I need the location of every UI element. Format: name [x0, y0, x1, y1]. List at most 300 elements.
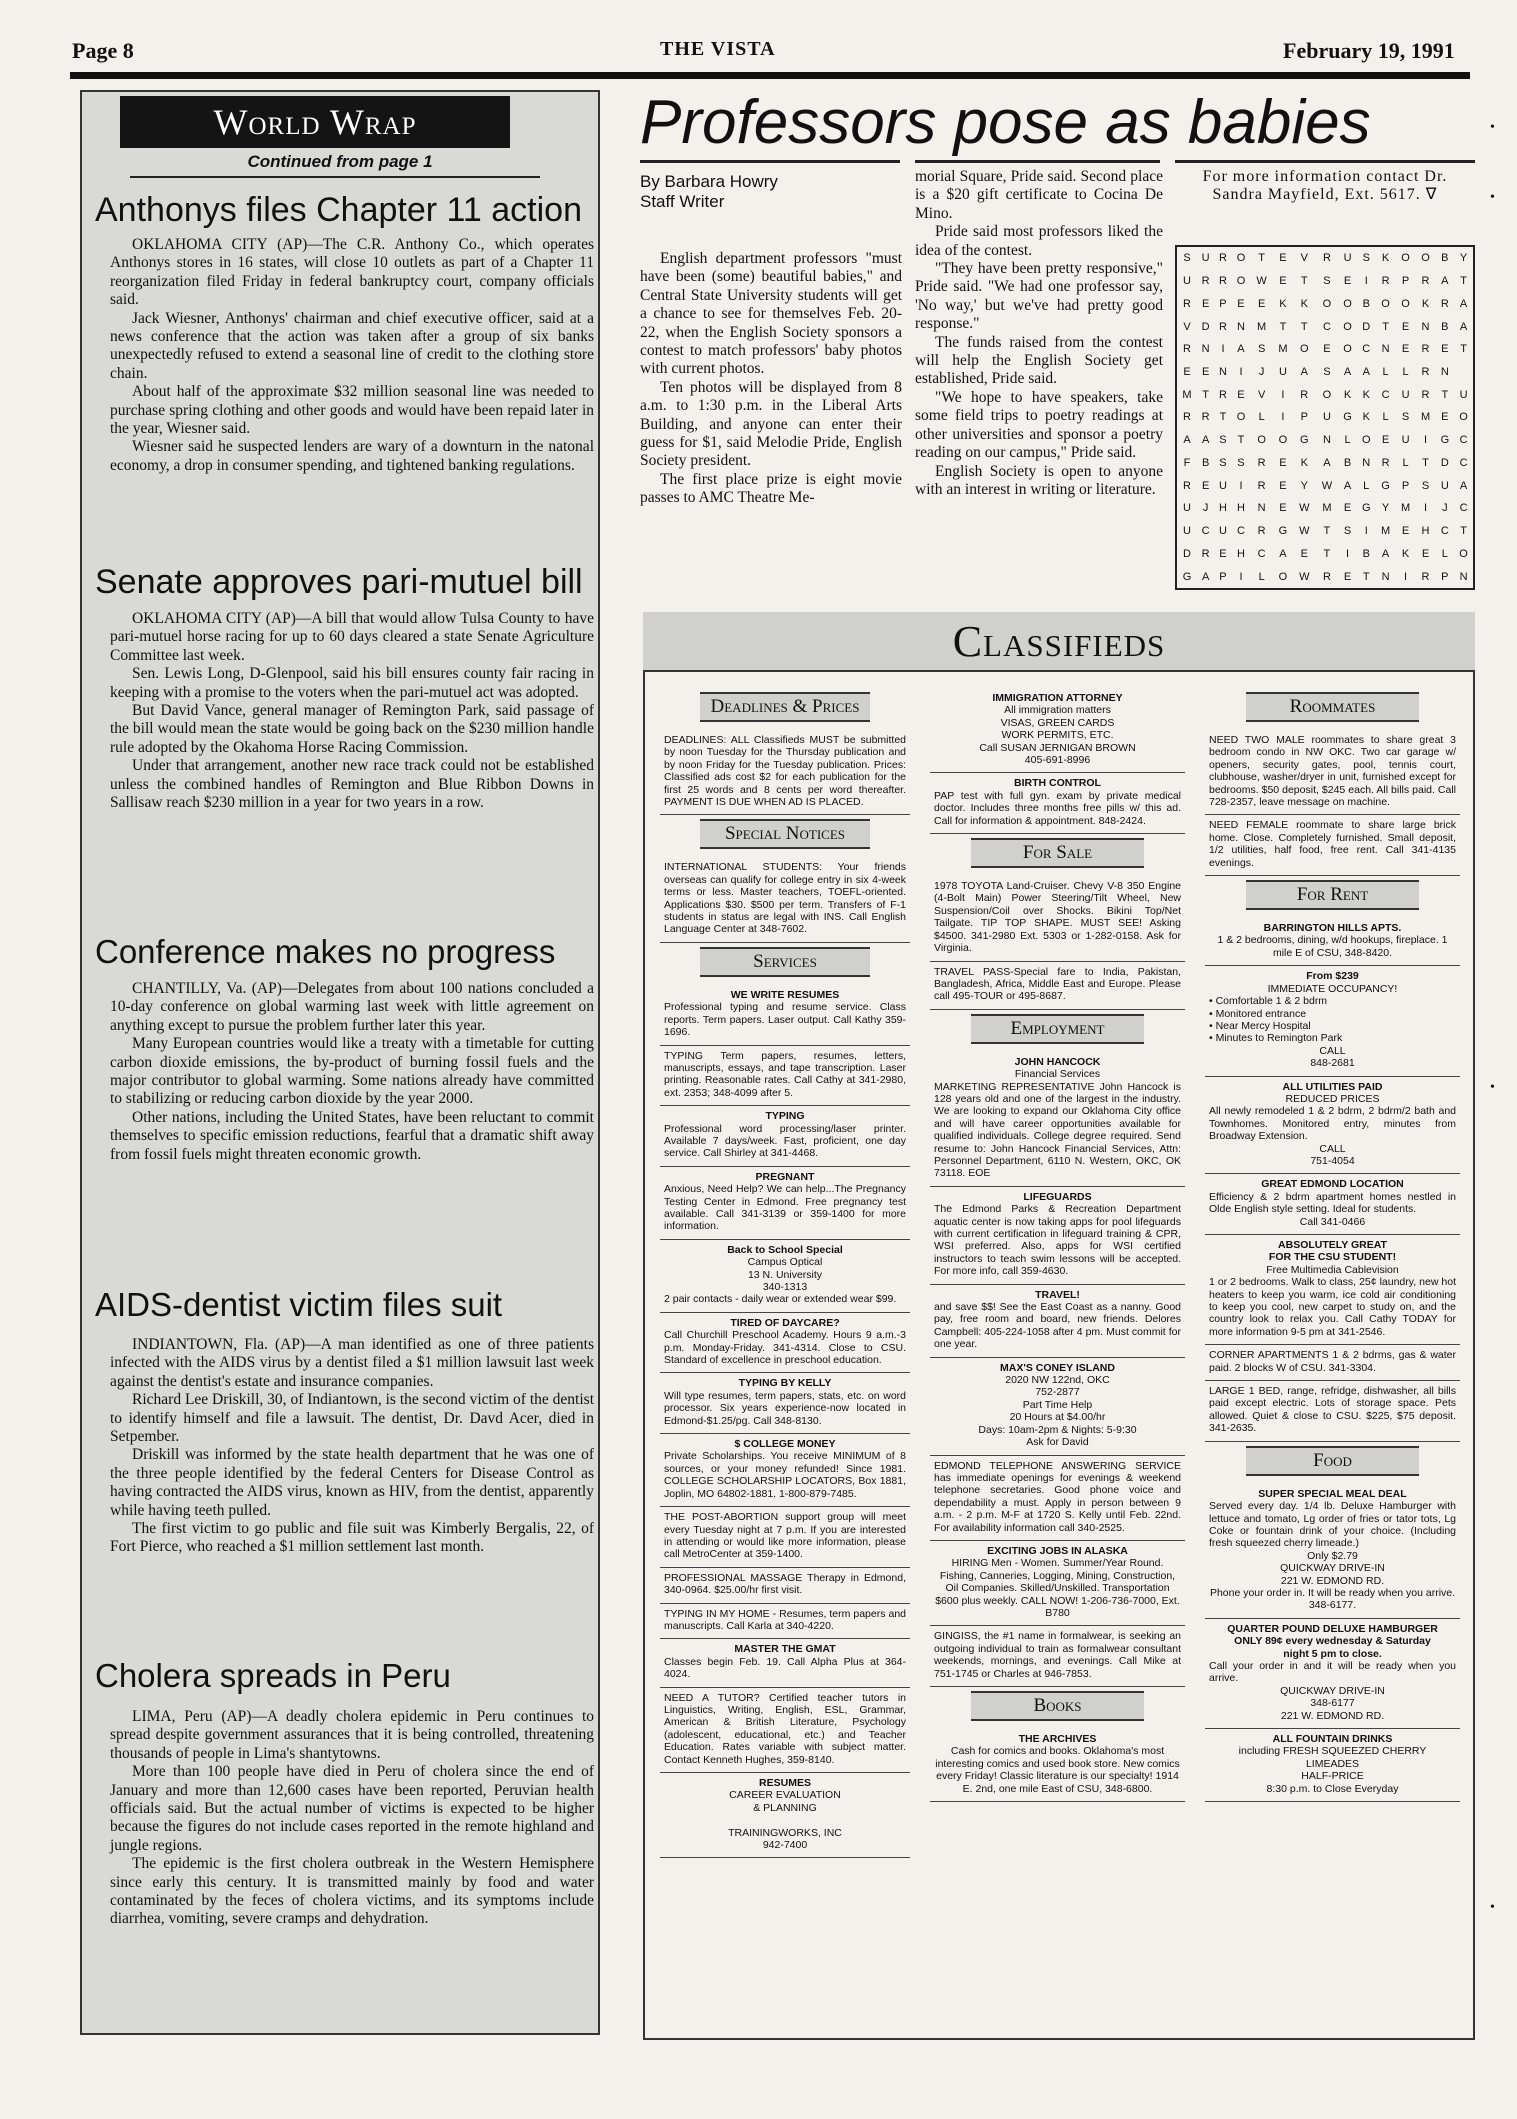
- word-search-letter: G: [1299, 434, 1309, 447]
- word-search-letter: Y: [1300, 479, 1308, 492]
- classified-ad: [930, 688, 1185, 773]
- word-search-letter: O: [1343, 320, 1352, 333]
- classified-ad-subtitle: IMMEDIATE OCCUPANCY!: [1267, 982, 1398, 995]
- classified-ad: [1205, 966, 1460, 1076]
- word-search-row: [1177, 361, 1473, 384]
- classified-ad: [660, 1639, 910, 1687]
- word-search-letter: R: [1219, 252, 1227, 265]
- word-search-letter: O: [1459, 411, 1468, 424]
- word-search-letter: E: [1441, 343, 1449, 356]
- classified-ad-title: MASTER THE GMAT: [734, 1643, 836, 1656]
- classified-ad: [660, 1604, 910, 1640]
- word-search-letter: A: [1362, 365, 1370, 378]
- word-search-letter: E: [1201, 365, 1210, 378]
- word-search-letter: R: [1300, 388, 1309, 401]
- word-search-letter: T: [1258, 252, 1265, 265]
- classified-section-heading: Roommates: [1246, 692, 1419, 722]
- word-search-letter: O: [1278, 434, 1288, 447]
- word-search-letter: E: [1279, 456, 1287, 469]
- word-search-letter: E: [1343, 502, 1352, 515]
- word-search-letter: S: [1362, 252, 1370, 265]
- word-search-letter: S: [1401, 411, 1410, 424]
- word-search-letter: O: [1299, 343, 1309, 356]
- word-search-letter: R: [1219, 388, 1227, 401]
- word-search-letter: C: [1381, 388, 1390, 401]
- word-search-letter: O: [1257, 434, 1266, 447]
- divider: [915, 160, 1160, 163]
- classified-ad-text: Served every day. 1/4 lb. Deluxe Hamburger with lettuce and tomato, Lg order of fries or tator tots, Lg Coke or fountain drink of your choice. (Including fresh squeezed cherry limeade.): [1209, 1500, 1456, 1550]
- classified-ad-title: Back to School Special: [727, 1243, 843, 1256]
- word-search-letter: P: [1401, 275, 1410, 288]
- word-search-letter: P: [1300, 411, 1308, 424]
- word-search-letter: E: [1401, 343, 1410, 356]
- word-search-letter: V: [1183, 320, 1191, 333]
- classified-ad-text: DEADLINES: ALL Classifieds MUST be submitted by noon Tuesday for the Thursday publication and by noon Friday for the Tuesday publication. Prices: Classified ads cost $2 for each publication for the first 25 words and 8 cents per word thereafter. PAYMENT IS DUE WHEN AD IS PLACED.: [664, 734, 906, 809]
- word-search-row: [1177, 451, 1473, 474]
- classified-ad: [660, 985, 910, 1046]
- word-search-letter: N: [1459, 570, 1468, 583]
- classified-ad-contact: CALL 848-2681: [1310, 1044, 1355, 1070]
- word-search-letter: I: [1281, 411, 1285, 424]
- classified-ad-text: Classes begin Feb. 19. Call Alpha Plus at 364-4024.: [664, 1655, 906, 1681]
- classified-ad-text: Efficiency & 2 bdrm apartment homes nestled in Olde English style setting. Ideal for students.: [1209, 1190, 1456, 1216]
- classified-ad-title: From $239: [1306, 970, 1359, 983]
- word-search-letter: A: [1201, 434, 1210, 447]
- word-search-letter: E: [1201, 479, 1210, 492]
- classified-ad-title: ALL FOUNTAIN DRINKS: [1272, 1733, 1393, 1745]
- word-search-letter: P: [1441, 570, 1449, 583]
- word-search-letter: E: [1300, 547, 1308, 560]
- word-search-letter: J: [1202, 502, 1209, 515]
- word-search-letter: T: [1382, 320, 1389, 333]
- word-search-letter: O: [1421, 252, 1430, 265]
- story-body: LIMA, Peru (AP)—A deadly cholera epidemic in Peru continues to spread despite government assurances that it is being controlled, threatening thousands of people in Lima's shantytowns. More than 100 people have died in Peru of cholera since the end of January and more than 12,600 cases have been reported, Peruvian health officials said. But the actual number of victims is expected to be higher because the figures do not include cases reported in the remote highland and jungle regions. The epidemic is the first cholera outbreak in the Western Hemisphere since early this century. It is transmitted mainly by food and water contaminated by the feces of cholera victims, and its symptoms include diarrhea, vomiting, severe cramps and dehydration.: [110, 1708, 594, 1928]
- word-search-letter: S: [1257, 343, 1266, 356]
- classified-ad-text: Call Churchill Preschool Academy. Hours 9 a.m.-3 p.m. Monday-Friday. 341-4314. Close to CSU. Standard of excellence in preschool education.: [664, 1329, 906, 1367]
- story-headline: Conference makes no progress: [95, 933, 556, 970]
- classified-ad: [660, 1434, 910, 1507]
- classified-ad: [1205, 1381, 1460, 1442]
- word-search-letter: R: [1421, 388, 1430, 401]
- word-search-letter: U: [1322, 411, 1331, 424]
- word-search-letter: S: [1421, 479, 1430, 492]
- word-search-letter: U: [1183, 524, 1191, 537]
- word-search-letter: E: [1237, 297, 1245, 310]
- continued-note: Continued from page 1: [247, 152, 433, 171]
- word-search-letter: P: [1401, 479, 1410, 492]
- word-search-letter: C: [1459, 456, 1468, 469]
- classified-ad: [930, 1541, 1185, 1626]
- word-search-letter: T: [1300, 320, 1308, 333]
- classified-ad-text: 1978 TOYOTA Land-Cruiser. Chevy V-8 350 Engine (4-Bolt Main) Power Steering/Tilt Wheel, New Suspension/Coil over Shocks. Bikini Top/Net Tailgate. TIP TOP SHAPE. MUST SEE! Asking $4500. 341-2980 Ext. 5303 or 1-282-0158. Ask for Virginia.: [934, 880, 1181, 955]
- word-search-letter: I: [1239, 570, 1243, 583]
- classified-section-heading: For Rent: [1246, 880, 1419, 910]
- word-search-letter: N: [1381, 570, 1390, 583]
- word-search-letter: V: [1257, 388, 1266, 401]
- classified-ad: [660, 1773, 910, 1858]
- classified-ad: [930, 1285, 1185, 1358]
- classified-ad-title: PREGNANT: [755, 1170, 815, 1183]
- word-search-letter: E: [1183, 365, 1191, 378]
- word-search-letter: W: [1299, 502, 1310, 515]
- story-body: OKLAHOMA CITY (AP)—A bill that would allow Tulsa County to have pari-mutuel horse racing for up to 60 days cleared a state Senate Agriculture Committee last week. Sen. Lewis Long, D-Glenpool, said his bill ensures county fair racing in keeping with a promise to the voters when the pari-mutuel act was adopted. But David Vance, general manager of Remington Park, said passage of the bill would mean the state would be going back on the $230 million handle rule adopted by the Okahoma Horse Racing Commission. Under that arrangement, another new race track could not be established unless the combined handles of Remington and Blue Ribbon Downs in Sallisaw reach $230 million in a year for two years in a row.: [110, 610, 594, 812]
- page-number: Page 8: [72, 38, 134, 63]
- word-search-letter: T: [1202, 388, 1210, 401]
- classified-ad-title: SUPER SPECIAL MEAL DEAL: [1258, 1487, 1407, 1500]
- word-search-letter: N: [1421, 320, 1430, 333]
- word-search-letter: E: [1441, 411, 1449, 424]
- word-search-letter: I: [1281, 388, 1285, 401]
- word-search-letter: D: [1362, 320, 1371, 333]
- word-search-letter: I: [1404, 570, 1408, 583]
- word-search-letter: P: [1219, 297, 1227, 310]
- classified-ad-title: THE ARCHIVES: [1018, 1733, 1097, 1745]
- word-search-letter: R: [1257, 524, 1266, 537]
- word-search-row: [1177, 315, 1473, 338]
- classified-ad-subtitle: 2020 NW 122nd, OKC 752-2877 Part Time Help 20 Hours at $4.00/hr Days: 10am-2pm & Nights: 5-9:30 Ask for David: [978, 1374, 1137, 1449]
- word-search-letter: L: [1402, 365, 1409, 378]
- word-search-row: [1177, 270, 1473, 293]
- margin-mark: •: [1490, 120, 1495, 135]
- word-search-letter: T: [1460, 524, 1467, 537]
- word-search-letter: T: [1300, 275, 1308, 288]
- word-search-letter: O: [1322, 297, 1332, 310]
- classifieds-column: [660, 688, 910, 1858]
- word-search-letter: O: [1278, 570, 1288, 583]
- word-search-letter: S: [1237, 456, 1245, 469]
- classified-ad-text: PAP test with full gyn. exam by private medical doctor. Includes three months free pills w/ this ad. Call for information & appointment. 848-2424.: [934, 789, 1181, 827]
- word-search-letter: E: [1201, 297, 1210, 310]
- classified-ad: [660, 730, 910, 815]
- word-search-letter: R: [1381, 456, 1390, 469]
- word-search-letter: T: [1422, 456, 1429, 469]
- classified-ad: [660, 857, 910, 942]
- classified-ad: [1205, 918, 1460, 966]
- classified-ad: [930, 1052, 1185, 1187]
- word-search-letter: C: [1257, 547, 1266, 560]
- story-headline: AIDS-dentist victim files suit: [95, 1286, 503, 1323]
- word-search-letter: M: [1182, 388, 1192, 401]
- word-search-letter: R: [1183, 297, 1191, 310]
- classified-ad-text: TYPING Term papers, resumes, letters, manuscripts, essays, and tape transcription. Laser printing. Reasonable rates. Call Cathy at 341-2980, ext. 2353; 348-4099 after 5.: [664, 1049, 906, 1099]
- word-search-letter: O: [1361, 434, 1371, 447]
- classified-ad: [660, 1167, 910, 1240]
- word-search-puzzle: [1175, 245, 1475, 590]
- word-search-letter: K: [1300, 297, 1308, 310]
- word-search-letter: K: [1381, 252, 1390, 265]
- word-search-letter: T: [1279, 320, 1287, 333]
- story-body: CHANTILLY, Va. (AP)—Delegates from about 100 nations concluded a 10-day conference on global warming last week with little agreement on anything except to pursue the problem further later this year. Many European countries would like a treaty with a timetable for cutting carbon dioxide emissions, the by-product of burning fossil fuels and the major contributor to global warming. Some nations already have committed to stabilizing or reducing carbon dioxide by the year 2000. Other nations, including the United States, have been reluctant to commit themselves to specific emission reductions, fearful that a dramatic shift away from fossil fuels might threaten economic growth.: [110, 980, 594, 1163]
- classified-section-heading: Books: [971, 1691, 1144, 1721]
- classified-ad-title: TRAVEL!: [1035, 1288, 1080, 1301]
- classified-ad-text: NEED A TUTOR? Certified teacher tutors in Linguistics, Writing, English, ESL, Grammar, American & British Literature, Psychology (adolescent, educational, etc.) and Teacher Education. Rates variable with subject matter. Contact Kenneth Hughes, 359-8140.: [664, 1691, 906, 1766]
- word-search-letter: I: [1364, 275, 1368, 288]
- word-search-letter: R: [1183, 411, 1191, 424]
- word-search-letter: T: [1460, 343, 1467, 356]
- word-search-letter: K: [1300, 456, 1308, 469]
- word-search-letter: G: [1278, 524, 1288, 537]
- word-search-letter: W: [1299, 570, 1310, 583]
- word-search-letter: S: [1219, 434, 1227, 447]
- classified-ad: [1205, 1077, 1460, 1175]
- classified-ad: [1205, 1619, 1460, 1729]
- classified-ad-text: Private Scholarships. You receive MINIMUM of 8 sources, or your money refunded! Since 1981. COLLEGE SCHOLARSHIP LOCATORS, Box 1881, Joplin, MO 64802-1881. 1-800-879-7485.: [664, 1450, 906, 1500]
- word-search-letter: C: [1459, 502, 1468, 515]
- word-search-letter: N: [1322, 434, 1331, 447]
- word-search-letter: U: [1440, 479, 1449, 492]
- word-search-letter: T: [1362, 570, 1370, 583]
- story-column: morial Square, Pride said. Second place is a $20 gift certificate to Cocina De Mino. Pride said most professors liked the idea of the contest. "They have been pretty responsive," Pride said. "We had one professor say, 'No way,' but we've had pretty good response." The funds raised from the contest will help the English Society get established, Pride said. "We hope to have speakers, take some field trips to poetry readings at other universities and sponsor a poetry reading on our campus," Pride said. English Society is open to anyone with an interest in writing or literature.: [915, 168, 1163, 498]
- word-search-letter: D: [1201, 320, 1210, 333]
- word-search-letter: A: [1441, 275, 1449, 288]
- classified-ad-title: TYPING: [765, 1110, 805, 1123]
- word-search-letter: U: [1219, 479, 1227, 492]
- word-search-letter: I: [1423, 502, 1428, 515]
- classified-ad-subtitle: Campus Optical 13 N. University 340-1313: [747, 1256, 823, 1293]
- word-search-letter: C: [1201, 524, 1210, 537]
- classified-ad-contact: CALL 751-4054: [1310, 1142, 1355, 1167]
- word-search-letter: O: [1322, 388, 1332, 401]
- word-search-letter: M: [1420, 411, 1431, 424]
- classified-ad: [660, 1568, 910, 1604]
- word-search-letter: L: [1363, 479, 1370, 492]
- classified-ad: [1205, 815, 1460, 876]
- word-search-letter: R: [1421, 275, 1430, 288]
- word-search-letter: I: [1423, 434, 1428, 447]
- word-search-letter: T: [1323, 524, 1331, 537]
- classified-section-heading: Deadlines & Prices: [700, 692, 870, 722]
- word-search-row: [1177, 520, 1473, 543]
- classified-section-heading: For Sale: [971, 838, 1144, 868]
- word-search-letter: M: [1278, 343, 1288, 356]
- word-search-letter: U: [1343, 252, 1352, 265]
- word-search-letter: B: [1441, 252, 1449, 265]
- classified-ad-text: Professional word processing/laser printer. Available 7 days/week. Fast, proficient, one day service. Call Shirley at 341-4468.: [664, 1122, 906, 1160]
- word-search-letter: A: [1343, 365, 1352, 378]
- margin-mark: •: [1490, 190, 1495, 205]
- contact-note: For more information contact Dr. Sandra Mayfield, Ext. 5617. ∇: [1202, 168, 1448, 204]
- word-search-letter: O: [1381, 297, 1390, 310]
- classified-ad-text: TYPING IN MY HOME - Resumes, term papers and manuscripts. Call Karla at 340-4220.: [664, 1607, 906, 1632]
- classified-ad-text: 1 or 2 bedrooms. Walk to class, 25¢ laundry, new hot heaters to keep you warm, ice cold air conditioning to keep you cool, new carpet to study on, and the country look to relax you. Call Cathy TODAY for more information 9-5 pm at 341-2546.: [1209, 1276, 1456, 1338]
- classified-ad-title: QUARTER POUND DELUXE HAMBURGER ONLY 89¢ every wednesday & Saturday night 5 pm to close.: [1227, 1622, 1438, 1660]
- word-search-row: [1177, 247, 1473, 270]
- word-search-letter: N: [1257, 502, 1266, 515]
- newspaper-name: THE VISTA: [660, 38, 776, 60]
- word-search-letter: O: [1401, 252, 1410, 265]
- word-search-letter: L: [1382, 365, 1389, 378]
- word-search-letter: V: [1300, 252, 1308, 265]
- word-search-letter: Y: [1459, 252, 1468, 265]
- word-search-letter: D: [1440, 456, 1449, 469]
- classified-ad-subtitle: REDUCED PRICES: [1285, 1092, 1380, 1105]
- classified-ad-text: • Comfortable 1 & 2 bdrm • Monitored entrance • Near Mercy Hospital • Minutes to Remington Park: [1209, 995, 1343, 1045]
- classified-ad-title: ABSOLUTELY GREAT FOR THE CSU STUDENT!: [1268, 1239, 1397, 1264]
- word-search-letter: H: [1236, 502, 1245, 515]
- word-search-row: [1177, 474, 1473, 497]
- word-search-letter: A: [1381, 547, 1390, 560]
- classified-ad-title: TYPING BY KELLY: [738, 1377, 832, 1390]
- word-search-letter: B: [1441, 320, 1449, 333]
- word-search-letter: A: [1323, 456, 1331, 469]
- word-search-row: [1177, 429, 1473, 452]
- word-search-letter: N: [1381, 343, 1390, 356]
- classified-ad: [930, 1626, 1185, 1687]
- classified-ad: [1205, 1345, 1460, 1381]
- word-search-letter: M: [1400, 502, 1411, 515]
- word-search-letter: I: [1364, 524, 1368, 537]
- masthead-rule: [70, 72, 1470, 79]
- classified-ad-text: EDMOND TELEPHONE ANSWERING SERVICE has immediate openings for evenings & weekend telephone secretaries. Good phone voice and dependability a must. Apply in person between 9 a.m. - 2 p.m. M-F at 1720 S. Kelly until Feb. 22nd. For availability information call 340-2525.: [934, 1459, 1181, 1534]
- word-search-letter: O: [1459, 547, 1468, 560]
- classified-ad-text: and save $$! See the East Coast as a nanny. Good pay, free room and board, new friends. Delores Campbell: 405-224-1058 after 4 pm. Must commit for one year.: [934, 1301, 1181, 1351]
- classified-ad-contact: Only $2.79 QUICKWAY DRIVE-IN 221 W. EDMOND RD.: [1280, 1549, 1385, 1587]
- classified-ad: [660, 1373, 910, 1434]
- classified-ad: [660, 1507, 910, 1568]
- classified-ad-text: LARGE 1 BED, range, refridge, dishwasher, all bills paid except electric. Lots of storage space. Pets allowed. Quiet & close to CSU. $225, $75 deposit. 341-2635.: [1209, 1385, 1456, 1435]
- classified-ad-title: LIFEGUARDS: [1023, 1190, 1092, 1203]
- word-search-letter: U: [1219, 524, 1227, 537]
- word-search-letter: L: [1258, 411, 1265, 424]
- word-search-letter: E: [1237, 388, 1245, 401]
- classified-section-heading: Special Notices: [700, 819, 870, 849]
- classified-ad-title: RESUMES: [759, 1777, 811, 1789]
- classified-ad: [660, 1240, 910, 1313]
- word-search-letter: T: [1460, 275, 1467, 288]
- word-search-letter: A: [1183, 434, 1191, 447]
- world-wrap-banner: World Wrap: [120, 96, 510, 148]
- word-search-row: [1177, 338, 1473, 361]
- word-search-letter: E: [1279, 252, 1287, 265]
- word-search-letter: B: [1343, 456, 1352, 469]
- word-search-letter: R: [1201, 275, 1210, 288]
- word-search-letter: A: [1279, 547, 1287, 560]
- word-search-letter: K: [1343, 388, 1352, 401]
- word-search-letter: L: [1382, 411, 1389, 424]
- classified-ad-title: TIRED OF DAYCARE?: [730, 1316, 840, 1329]
- word-search-letter: F: [1183, 456, 1191, 469]
- word-search-letter: A: [1237, 343, 1245, 356]
- classified-ad-text: THE POST-ABORTION support group will meet every Tuesday night at 7 p.m. If you are interested in attending or would like more information, please call MetroCenter at 359-1400.: [664, 1511, 906, 1561]
- word-search-letter: E: [1401, 524, 1410, 537]
- word-search-letter: K: [1279, 297, 1287, 310]
- word-search-letter: T: [1441, 388, 1449, 401]
- classified-ad: [660, 1688, 910, 1773]
- classified-ad-title: WE WRITE RESUMES: [730, 988, 840, 1001]
- word-search-letter: P: [1219, 570, 1227, 583]
- word-search-letter: W: [1299, 524, 1310, 537]
- word-search-letter: E: [1421, 547, 1430, 560]
- classified-ad-text: NEED TWO MALE roommates to share great 3 bedroom condo in NW OKC. Two car garage w/ openers, security gates, pool, tennis court, clubhouse, washer/dryer in unit, furnished except for bedrooms. $50 deposit, $245 each. All bills paid. Call 728-2357, leave message on machine.: [1209, 734, 1456, 809]
- classified-ad: [930, 962, 1185, 1010]
- word-search-letter: E: [1279, 502, 1287, 515]
- word-search-letter: O: [1401, 297, 1410, 310]
- word-search-letter: A: [1201, 570, 1210, 583]
- margin-mark: •: [1490, 1900, 1495, 1915]
- word-search-letter: N: [1219, 365, 1227, 378]
- classified-ad-text: 2 pair contacts - daily wear or extended wear $99.: [664, 1293, 897, 1306]
- classified-ad-text: 348-6177 221 W. EDMOND RD.: [1280, 1697, 1385, 1722]
- classified-ad-contact: Call 341-0466: [1299, 1215, 1366, 1228]
- issue-date: February 19, 1991: [1283, 38, 1455, 63]
- word-search-letter: C: [1236, 524, 1245, 537]
- classified-ad-text: Call your order in and it will be ready when you arrive.: [1209, 1659, 1456, 1685]
- word-search-row: [1177, 542, 1473, 565]
- word-search-letter: E: [1343, 570, 1352, 583]
- classified-ad-subtitle: Cash for comics and books. Oklahoma's most interesting comics and used book store. New comics every Friday! Classic literature is our specialty! 1914 E. 2nd, one mile East of CSU, 348-6800.: [935, 1745, 1180, 1795]
- word-search-letter: O: [1236, 411, 1246, 424]
- classified-ad-text: Phone your order in. It will be ready when you arrive. 348-6177.: [1209, 1586, 1456, 1612]
- classified-ad: [1205, 1174, 1460, 1235]
- word-search-letter: S: [1343, 524, 1352, 537]
- word-search-letter: R: [1381, 275, 1390, 288]
- word-search-letter: D: [1183, 547, 1191, 560]
- classified-ad-text: Anxious, Need Help? We can help...The Pregnancy Testing Center in Edmond. Free pregnancy test available. Call 341-3139 or 359-1400 for more information.: [664, 1183, 906, 1233]
- word-search-letter: B: [1362, 547, 1370, 560]
- classified-ad-text: PROFESSIONAL MASSAGE Therapy in Edmond, 340-0964. $25.00/hr first visit.: [664, 1571, 906, 1597]
- word-search-row: [1177, 565, 1473, 588]
- classified-ad: [930, 1358, 1185, 1456]
- word-search-letter: O: [1343, 343, 1352, 356]
- word-search-letter: I: [1239, 365, 1243, 378]
- classified-ad-text: NEED FEMALE roommate to share large brick home. Close. Completely furnished. Small deposit, 1/2 utilities, half food, free rent. Call 341-4135 evenings.: [1209, 819, 1456, 869]
- word-search-letter: T: [1237, 434, 1245, 447]
- word-search-letter: R: [1421, 365, 1430, 378]
- word-search-letter: A: [1300, 365, 1308, 378]
- word-search-letter: H: [1219, 502, 1227, 515]
- word-search-letter: R: [1421, 570, 1430, 583]
- word-search-letter: R: [1183, 343, 1191, 356]
- classified-ad: [660, 1046, 910, 1107]
- word-search-letter: A: [1459, 297, 1468, 310]
- byline: By Barbara Howry Staff Writer: [640, 172, 778, 211]
- word-search-letter: E: [1279, 275, 1287, 288]
- word-search-letter: B: [1201, 456, 1210, 469]
- word-search-letter: G: [1381, 479, 1390, 492]
- word-search-letter: E: [1279, 479, 1287, 492]
- divider: [640, 160, 900, 163]
- classified-ad-contact: QUICKWAY DRIVE-IN: [1280, 1684, 1385, 1697]
- word-search-row: [1177, 497, 1473, 520]
- word-search-letter: R: [1219, 320, 1227, 333]
- word-search-letter: C: [1322, 320, 1331, 333]
- classified-ad: [930, 1729, 1185, 1802]
- word-search-letter: O: [1236, 275, 1246, 288]
- word-search-letter: K: [1362, 388, 1370, 401]
- word-search-letter: N: [1236, 320, 1245, 333]
- classified-ad: [1205, 1484, 1460, 1619]
- word-search-letter: U: [1401, 388, 1410, 401]
- classified-ad-title: IMMIGRATION ATTORNEY: [992, 692, 1123, 704]
- classified-ad-subtitle: HIRING Men - Women. Summer/Year Round. Fishing, Canneries, Logging, Mining, Construction, Oil Companies. Skilled/Unskilled. Transportation $600 plus weekly. CALL NOW! 1-206-736-7000, Ext. B780: [935, 1557, 1180, 1619]
- word-search-letter: T: [1219, 411, 1227, 424]
- margin-mark: •: [1490, 1080, 1495, 1095]
- classified-ad: [1205, 1729, 1460, 1802]
- classified-ad-text: TRAVEL PASS-Special fare to India, Pakistan, Bangladesh, Africa, Middle East and Europe. Please call 495-TOUR or 495-8687.: [934, 965, 1181, 1003]
- word-search-letter: I: [1346, 547, 1350, 560]
- classified-ad-text: All newly remodeled 1 & 2 bdrm, 2 bdrm/2 bath and Townhomes. Monitored entry, minutes from Broadway Extension.: [1209, 1105, 1456, 1143]
- story-headline: Anthonys files Chapter 11 action: [95, 191, 582, 229]
- classifieds-title: Classifieds: [643, 612, 1475, 672]
- word-search-letter: U: [1201, 252, 1210, 265]
- word-search-letter: S: [1323, 365, 1331, 378]
- word-search-letter: L: [1258, 570, 1265, 583]
- word-search-letter: U: [1459, 388, 1468, 401]
- divider: [130, 176, 540, 178]
- classified-section-heading: Food: [1246, 1446, 1419, 1476]
- word-search-row: [1177, 406, 1473, 429]
- word-search-letter: G: [1361, 502, 1371, 515]
